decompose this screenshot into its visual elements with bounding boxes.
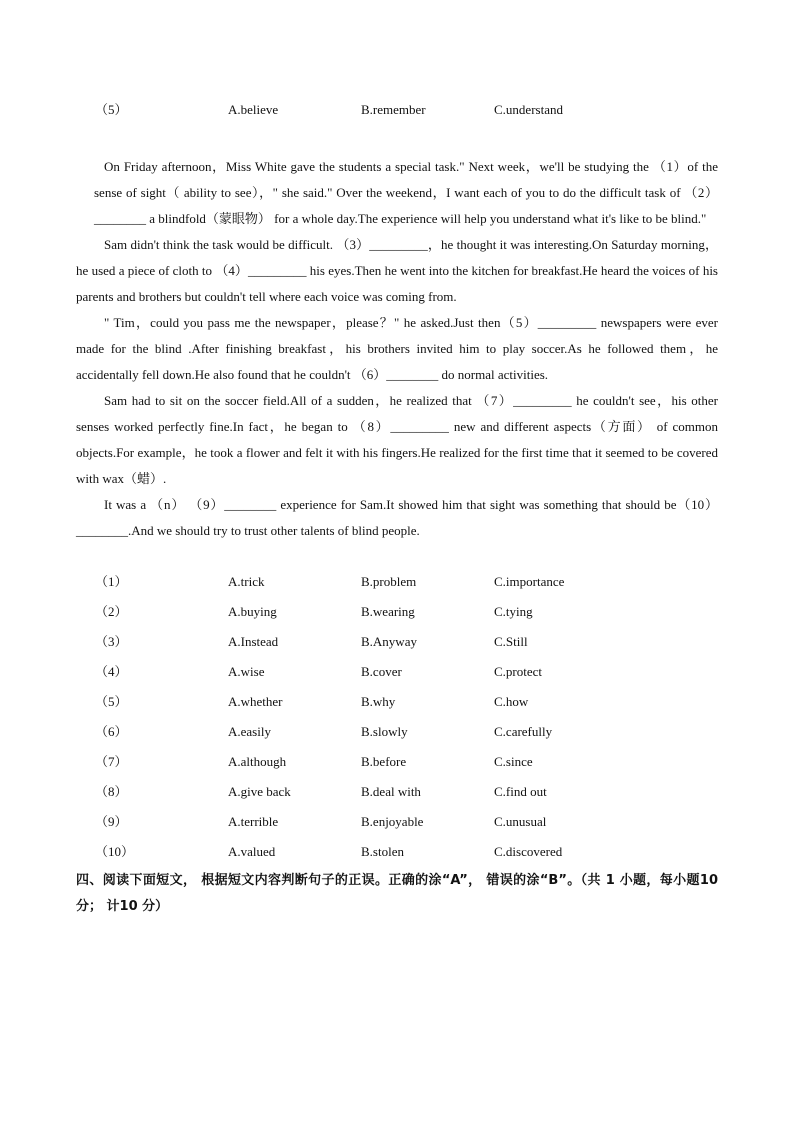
- option-b: B.before: [361, 754, 407, 769]
- question-number: （8）: [95, 784, 128, 799]
- option-row: [0, 602, 794, 622]
- option-row: [0, 632, 794, 652]
- option-b: B.deal with: [361, 784, 421, 799]
- option-c: C.Still: [494, 634, 528, 649]
- passage-paragraph-2: Sam didn't think the task would be difficult. （3）_________，he thought it was interesting.On Saturday morning，he used a piece of cloth to （4）_________ his eyes.Then he went into the kitchen for breakfast.He heard the voices of his parents and brothers but couldn't tell where each voice was coming from.: [76, 237, 718, 304]
- passage-paragraph-4: Sam had to sit on the soccer field.All of a sudden，he realized that （7）_________ he couldn't see，his other senses worked perfectly fine.In fact，he began to （8）_________ new and different aspects（方面） of common objects.For example，he took a flower and felt it with his fingers.He realized for the first time that it seemed to be covered with wax（蜡）.: [76, 393, 718, 486]
- option-row-5-previous: [0, 100, 794, 120]
- option-b: B.wearing: [361, 604, 415, 619]
- question-number: （9）: [95, 814, 128, 829]
- question-number: （7）: [95, 754, 128, 769]
- option-a: A.easily: [228, 724, 271, 739]
- option-row: [0, 812, 794, 832]
- option-a: A.whether: [228, 694, 283, 709]
- option-c: C.protect: [494, 664, 543, 679]
- option-row: [0, 782, 794, 802]
- option-b: B.problem: [361, 574, 417, 589]
- passage-paragraph-5: It was a （n） （9）________ experience for Sam.It showed him that sight was something that should be（10）________.And we should try to trust other talents of blind people.: [76, 497, 718, 538]
- option-b: B.why: [361, 694, 396, 709]
- option-a: A.Instead: [228, 634, 279, 649]
- option-b: B.Anyway: [361, 634, 417, 649]
- option-b: B.stolen: [361, 844, 404, 859]
- option-c: C.discovered: [494, 844, 563, 859]
- question-number: （2）: [95, 604, 128, 619]
- option-c: C.how: [494, 694, 529, 709]
- option-a: A.terrible: [228, 814, 279, 829]
- passage-paragraph-1: On Friday afternoon，Miss White gave the students a special task." Next week，we'll be studying the （1）of the sense of sight（ ability to see），" she said." Over the weekend，I want each of you to do the difficult task of （2）________ a blindfold（蒙眼物） for a whole day.The experience will help you understand what it's like to be blind.": [94, 159, 718, 226]
- option-c: C.understand: [494, 102, 563, 117]
- option-row: [0, 692, 794, 712]
- option-row: [0, 722, 794, 742]
- option-a: A.buying: [228, 604, 277, 619]
- question-number: （5）: [95, 102, 128, 117]
- option-c: C.tying: [494, 604, 533, 619]
- cloze-passage: [76, 154, 718, 544]
- option-b: B.remember: [361, 102, 426, 117]
- question-number: （1）: [95, 574, 128, 589]
- option-a: A.believe: [228, 102, 279, 117]
- option-row: [0, 662, 794, 682]
- question-number: （3）: [95, 634, 128, 649]
- option-a: A.wise: [228, 664, 265, 679]
- option-c: C.importance: [494, 574, 565, 589]
- option-c: C.find out: [494, 784, 547, 799]
- option-c: C.carefully: [494, 724, 553, 739]
- option-row: [0, 842, 794, 862]
- option-c: C.unusual: [494, 814, 547, 829]
- option-a: A.although: [228, 754, 287, 769]
- option-row: [0, 572, 794, 592]
- question-number: （4）: [95, 664, 128, 679]
- section-heading: 四、阅读下面短文， 根据短文内容判断句子的正误。正确的涂“A”， 错误的涂“B”。（共 1 小题，每小题10 分； 计10 分）: [76, 873, 718, 914]
- option-a: A.valued: [228, 844, 276, 859]
- question-number: （5）: [95, 694, 128, 709]
- option-a: A.give back: [228, 784, 291, 799]
- option-b: B.enjoyable: [361, 814, 424, 829]
- question-number: （6）: [95, 724, 128, 739]
- option-a: A.trick: [228, 574, 265, 589]
- passage-paragraph-3: " Tim，could you pass me the newspaper，please？" he asked.Just then（5）_________ newspapers were ever made for the blind .After finishing breakfast，his brothers invited him to play soccer.As he followed them，he accidentally fell down.He also found that he couldn't （6）________ do normal activities.: [76, 315, 718, 382]
- option-b: B.slowly: [361, 724, 408, 739]
- option-c: C.since: [494, 754, 533, 769]
- question-number: （10）: [95, 844, 135, 859]
- option-row: [0, 752, 794, 772]
- option-b: B.cover: [361, 664, 402, 679]
